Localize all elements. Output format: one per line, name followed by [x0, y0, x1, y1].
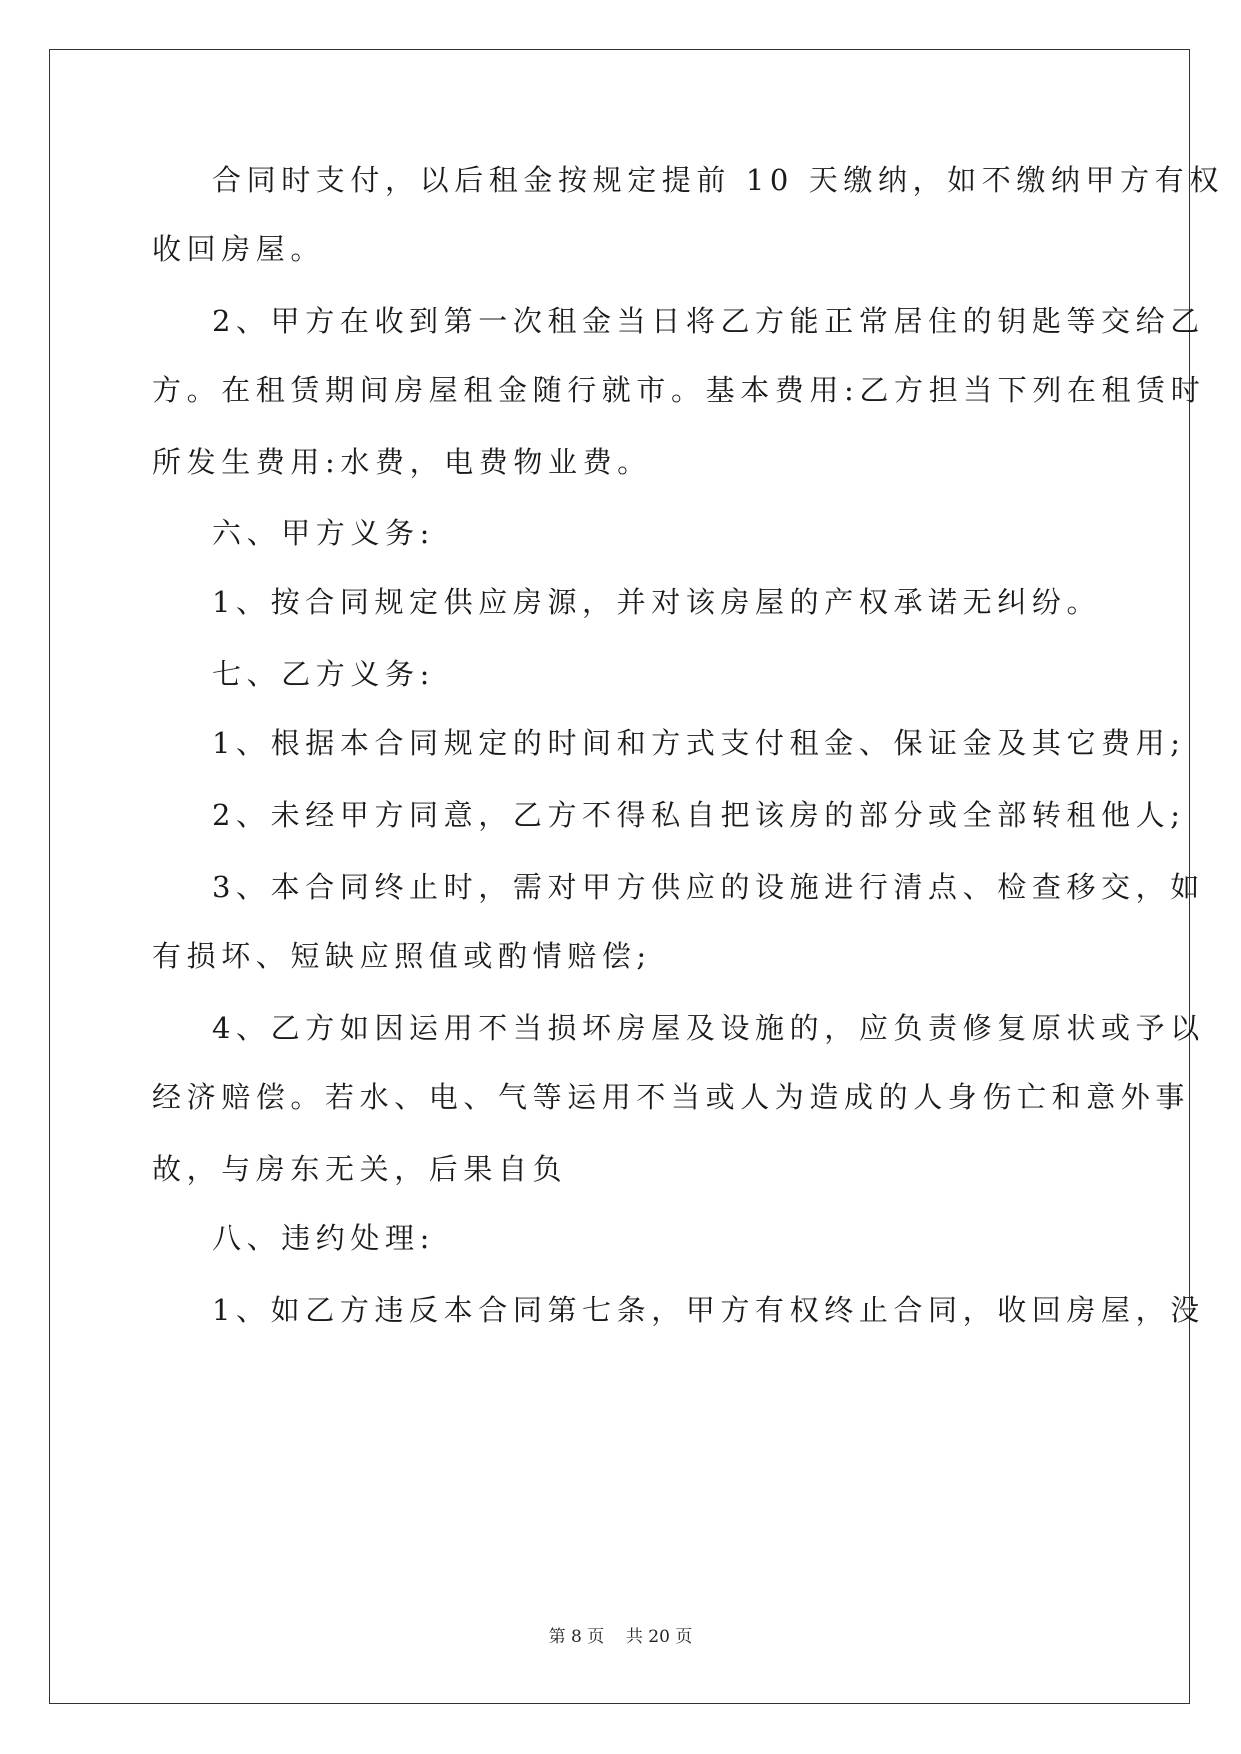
text-line: 方。在租赁期间房屋租金随行就市。基本费用:乙方担当下列在租赁时 [152, 373, 1206, 407]
text-line: 故，与房东无关，后果自负 [152, 1152, 568, 1186]
text-line: 合同时支付，以后租金按规定提前 10 天缴纳，如不缴纳甲方有权 [212, 163, 1224, 197]
text-line: 2、甲方在收到第一次租金当日将乙方能正常居住的钥匙等交给乙 [212, 304, 1205, 338]
section-heading: 六、甲方义务: [212, 516, 435, 550]
section-heading: 七、乙方义务: [212, 657, 435, 691]
text-line: 1、根据本合同规定的时间和方式支付租金、保证金及其它费用; [212, 726, 1186, 760]
text-line: 收回房屋。 [152, 232, 326, 266]
section-heading: 八、违约处理: [212, 1221, 435, 1255]
text-line: 经济赔偿。若水、电、气等运用不当或人为造成的人身伤亡和意外事 [152, 1080, 1191, 1114]
text-line: 2、未经甲方同意，乙方不得私自把该房的部分或全部转租他人; [212, 798, 1186, 832]
text-line: 有损坏、短缺应照值或酌情赔偿; [152, 939, 652, 973]
text-line: 1、按合同规定供应房源，并对该房屋的产权承诺无纠纷。 [212, 585, 1102, 619]
page-number: 第 8 页 共 20 页 [548, 1627, 693, 1647]
text-line: 3、本合同终止时，需对甲方供应的设施进行清点、检查移交，如 [212, 870, 1205, 904]
text-line: 所发生费用:水费，电费物业费。 [152, 445, 652, 479]
text-line: 4、乙方如因运用不当损坏房屋及设施的，应负责修复原状或予以 [212, 1011, 1205, 1045]
text-line: 1、如乙方违反本合同第七条，甲方有权终止合同，收回房屋，没 [212, 1293, 1205, 1327]
